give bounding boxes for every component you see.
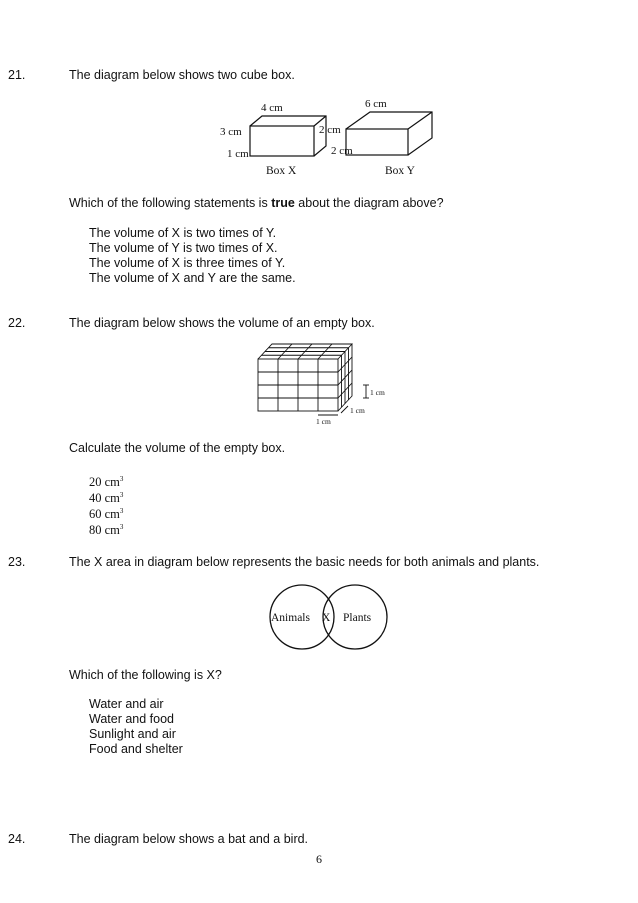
question-22-stem: The diagram below shows the volume of an empty box. [69, 316, 375, 330]
box-x-label: Box X [266, 165, 297, 177]
option-exponent: 3 [119, 474, 124, 483]
box-y-depth: 2 cm [331, 145, 353, 157]
question-23-stem: The X area in diagram below represents the basic needs for both animals and plants. [69, 555, 540, 569]
option-unit: cm [104, 491, 120, 505]
box-y-length: 6 cm [365, 98, 387, 110]
box-x-height: 3 cm [220, 126, 242, 138]
option-value: 60 [89, 507, 102, 521]
question-21-option-b[interactable]: The volume of Y is two times of X. [89, 241, 278, 255]
question-22-option-b[interactable] [89, 491, 123, 506]
question-21-number: 21. [8, 68, 26, 82]
option-value: 80 [89, 523, 102, 537]
box-x-depth: 1 cm [227, 148, 249, 160]
question-21-stem: The diagram below shows two cube box. [69, 68, 295, 82]
question-23-prompt: Which of the following is X? [69, 668, 222, 682]
unit-label-length: 1 cm [316, 417, 331, 426]
box-y-label: Box Y [385, 165, 415, 177]
option-value: 20 [89, 475, 102, 489]
option-value: 40 [89, 491, 102, 505]
venn-label-plants: Plants [343, 612, 372, 624]
prompt-text-before: Which of the following statements is [69, 196, 272, 210]
question-23-option-b[interactable]: Water and food [89, 712, 175, 726]
box-diagram [215, 95, 445, 180]
question-21-option-c[interactable]: The volume of X is three times of Y. [89, 256, 286, 270]
question-21-prompt [69, 196, 444, 211]
question-23-option-a[interactable]: Water and air [89, 697, 164, 711]
question-21-option-d[interactable]: The volume of X and Y are the same. [89, 271, 296, 285]
box-y-figure [346, 112, 432, 155]
question-21-option-a[interactable]: The volume of X is two times of Y. [89, 226, 277, 240]
box-y-height: 2 cm [319, 124, 341, 136]
unit-label-height: 1 cm [370, 388, 385, 397]
venn-label-x: X [322, 612, 331, 624]
question-22-option-a[interactable] [89, 475, 123, 490]
venn-diagram [262, 583, 392, 653]
option-exponent: 3 [119, 522, 124, 531]
question-23-option-d[interactable]: Food and shelter [89, 742, 183, 756]
question-24-stem: The diagram below shows a bat and a bird. [69, 832, 309, 846]
question-23-number: 23. [8, 555, 26, 569]
grid-box-diagram [250, 340, 410, 428]
box-x-length: 4 cm [261, 102, 283, 114]
question-24-number: 24. [8, 832, 26, 846]
option-unit: cm [104, 475, 120, 489]
prompt-text-after: about the diagram above? [294, 196, 444, 210]
page-number: 6 [316, 852, 322, 866]
question-22-prompt: Calculate the volume of the empty box. [69, 441, 286, 455]
question-22-option-c[interactable] [89, 507, 123, 522]
box-x-figure [250, 116, 326, 156]
prompt-emphasis: true [271, 196, 295, 210]
question-22-number: 22. [8, 316, 26, 330]
unit-label-depth: 1 cm [350, 406, 365, 415]
question-23-option-c[interactable]: Sunlight and air [89, 727, 176, 741]
option-exponent: 3 [119, 490, 124, 499]
option-unit: cm [104, 507, 120, 521]
option-exponent: 3 [119, 506, 124, 515]
question-22-option-d[interactable] [89, 523, 123, 538]
option-unit: cm [104, 523, 120, 537]
venn-label-animals: Animals [271, 612, 310, 624]
